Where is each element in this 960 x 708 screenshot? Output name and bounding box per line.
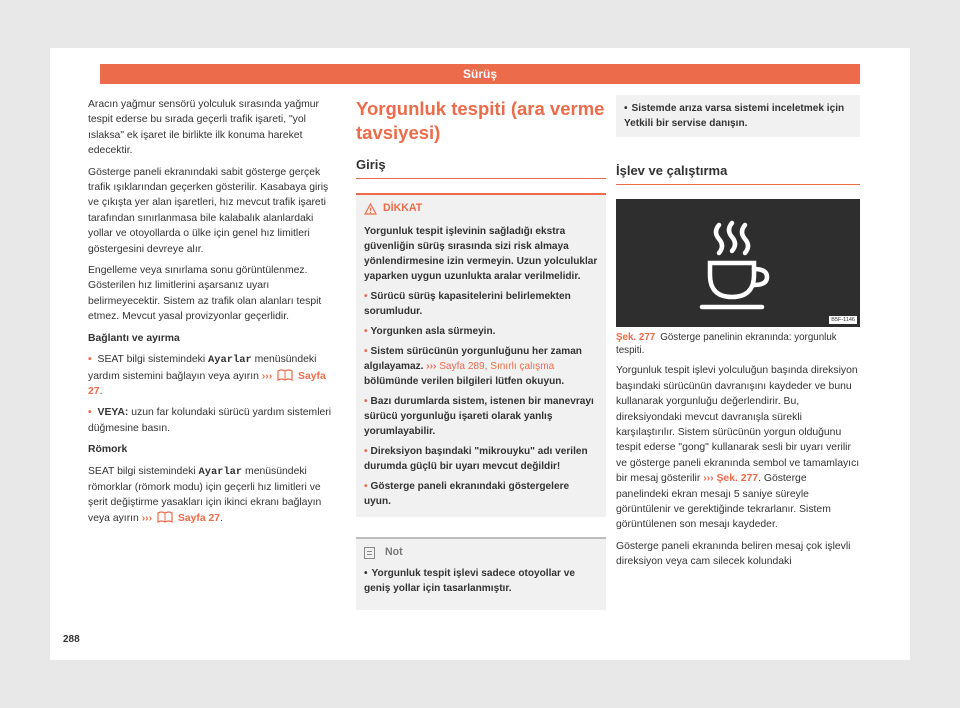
- page-number: 288: [63, 634, 80, 645]
- warning-title-row: [364, 201, 598, 216]
- book-icon: [157, 511, 173, 523]
- subheading-connect: Bağlantı ve ayırma: [88, 332, 180, 344]
- paragraph: Aracın yağmur sensörü yolculuk sırasında yağmur tespit ederse bu sırada geçerli trafik işareti, "yol ıslaksa" ek işaret ile birlikte ilk konuma hareket edecektir.: [88, 99, 320, 157]
- text: SEAT bilgi sistemindeki: [97, 354, 206, 366]
- bullet-item: [88, 405, 338, 436]
- text: SEAT bilgi sistemindeki: [88, 465, 196, 477]
- warning-bullet: [364, 289, 598, 319]
- continued-warning-box: [616, 95, 860, 137]
- paragraph: Gösterge paneli ekranındaki sabit gösterge gerçek trafik ışıklarından geçerken gösterilir. Kasabaya giriş ve çıkışta yer alan işaretleri, hız mevcut trafik işareti tarafından sınırlanmasa bile kalabalık alanlardaki yollar ve otoyollarda o ülke için genel hız limitleri göstergesini devreye alır.: [88, 166, 329, 255]
- chapter-header: Sürüş: [100, 64, 860, 84]
- paragraph: [616, 363, 860, 532]
- warning-title: DİKKAT: [383, 202, 423, 215]
- warning-bullet: [364, 324, 598, 339]
- menu-name: Ayarlar: [198, 465, 243, 478]
- page-link[interactable]: Sayfa 289, Sınırlı çalışma: [439, 360, 555, 372]
- warning-bullet: [364, 444, 598, 474]
- text: Yorgunluk tespit işlevi sadece otoyollar ve geniş yollar için tasarlanmıştır.: [364, 568, 575, 595]
- paragraph: Engelleme veya sınırlama sonu görüntülenmez. Gösterilen hız limitlerini aşarsanız uyarı belirmeyecektir. Sistem az trafik olan alanları tespit etmez. Mevcut yasal provizyonlar geçerlidir.: [88, 265, 322, 323]
- bullet-icon: •: [364, 445, 368, 457]
- note-title: Not: [385, 545, 403, 558]
- bullet-icon: •: [364, 568, 368, 580]
- text: Yorgunluk tespit işlevi yolculuğun başında direksiyon başındaki sürücünün davranışını kaydeder ve bunu kullanarak yorgunluğu değerlendirir. Bu, direksiyondaki mevcut davranışla sürekli karşılaştırılır. Sistem sürücünün yorgun olduğunu tespit ederse "gong" kullanarak sesli bir uyarı verilir ve gösterge paneli ekranında sembol ve tamamlayıcı bir mesaj gösterilir: [616, 365, 860, 485]
- text: .: [220, 512, 223, 524]
- menu-name: Ayarlar: [208, 354, 252, 367]
- note-icon: [364, 547, 375, 559]
- bullet-icon: •: [364, 290, 368, 302]
- reference-arrow: ›››: [141, 512, 153, 524]
- text: Sistem sürücünün yorgunluğunu her zaman algılayamaz.: [364, 345, 582, 372]
- note-bullet: [364, 566, 598, 596]
- column-right: [616, 97, 860, 576]
- page-link[interactable]: Sayfa 27: [177, 512, 221, 524]
- bullet-icon: •: [88, 407, 92, 419]
- warning-bullet: [364, 394, 598, 439]
- bullet-icon: •: [364, 325, 368, 337]
- bullet-icon: •: [364, 395, 368, 407]
- column-left: [88, 97, 338, 532]
- text: Yorgunken asla sürmeyin.: [370, 325, 496, 337]
- text: . Gösterge panelindeki ekran mesajı 5 saniye süreyle görüntülenir ve gerektiğinde tekrarlanır. Sistem görüntülenen son mesajı kaydeder.: [616, 473, 831, 531]
- note-title-row: [364, 545, 598, 560]
- warning-bullet: [624, 101, 852, 131]
- paragraph: [88, 464, 338, 527]
- bullet-item: [88, 352, 338, 399]
- text: menüsündeki römorklar (römork modu) için geçerli hız limitleri ve şerit değiştirme yasakları için ikinci ekranı bağlayın veya ayırın: [88, 465, 322, 524]
- figure-label: Şek. 277: [616, 332, 656, 344]
- section-title: Yorgunluk tespiti (ara verme tavsiyesi): [356, 98, 605, 143]
- page-link[interactable]: Sayfa 27: [88, 370, 326, 397]
- section-heading-intro: Giriş: [356, 157, 606, 179]
- paragraph: Gösterge paneli ekranında beliren mesaj çok işlevli direksiyon veya cam silecek kolundaki: [616, 540, 851, 568]
- text: uzun far kolundaki sürücü yardım sistemleri düğmesine basın.: [88, 407, 332, 434]
- figure-dashboard-display: [616, 199, 860, 327]
- bullet-icon: •: [364, 345, 368, 357]
- warning-text: Yorgunluk tespit işlevinin sağladığı ekstra güvenliğin sürüş sırasında sizi risk almaya yönlendirmesine izin vermeyin. Uzun yolculuklar yaparken uygun uzunlukta aralar verilmelidir.: [364, 225, 598, 282]
- text: Gösterge paneli ekranındaki göstergelere uyun.: [364, 480, 570, 507]
- section-heading-function: İşlev ve çalıştırma: [616, 163, 860, 185]
- reference-arrow: ›››: [426, 360, 437, 372]
- subheading-trailer: Römork: [88, 444, 128, 456]
- reference-arrow: ›››: [261, 370, 273, 382]
- note-box: [356, 537, 606, 610]
- bullet-icon: •: [364, 480, 368, 492]
- text: Bazı durumlarda sistem, istenen bir manevrayı sürücü yorgunluğu işareti olarak yanlış yorumlayabilir.: [364, 395, 594, 437]
- text: Sürücü sürüş kapasitelerini belirlemekten sorumludur.: [364, 290, 571, 317]
- text: menüsündeki yardım sistemini bağlayın veya ayırın: [88, 354, 317, 382]
- figure-link[interactable]: Şek. 277: [716, 473, 759, 485]
- warning-bullet: [364, 479, 598, 509]
- bullet-icon: •: [88, 354, 92, 366]
- figure-id: B5F-1146: [831, 317, 855, 324]
- warning-bullet: [364, 344, 598, 389]
- text: Gösterge panelinin ekranında: yorgunluk tespiti.: [616, 332, 837, 357]
- text: .: [99, 385, 103, 397]
- text: bölümünde verilen bilgileri lütfen okuyun.: [364, 375, 565, 387]
- warning-box: [356, 193, 606, 516]
- figure-caption: [616, 331, 860, 357]
- coffee-cup-icon: [616, 199, 860, 327]
- reference-arrow: ›››: [703, 473, 714, 485]
- book-icon: [277, 369, 293, 381]
- text: Sistemde arıza varsa sistemi inceletmek için Yetkili bir servise danışın.: [624, 103, 845, 129]
- bullet-label: VEYA:: [97, 407, 129, 419]
- bullet-icon: •: [624, 103, 628, 114]
- text: Direksiyon başındaki "mikrouyku" adı verilen durumda güçlü bir uyarı mevcut değildir!: [364, 445, 588, 472]
- column-middle: [356, 97, 606, 610]
- warning-triangle-icon: [364, 203, 377, 215]
